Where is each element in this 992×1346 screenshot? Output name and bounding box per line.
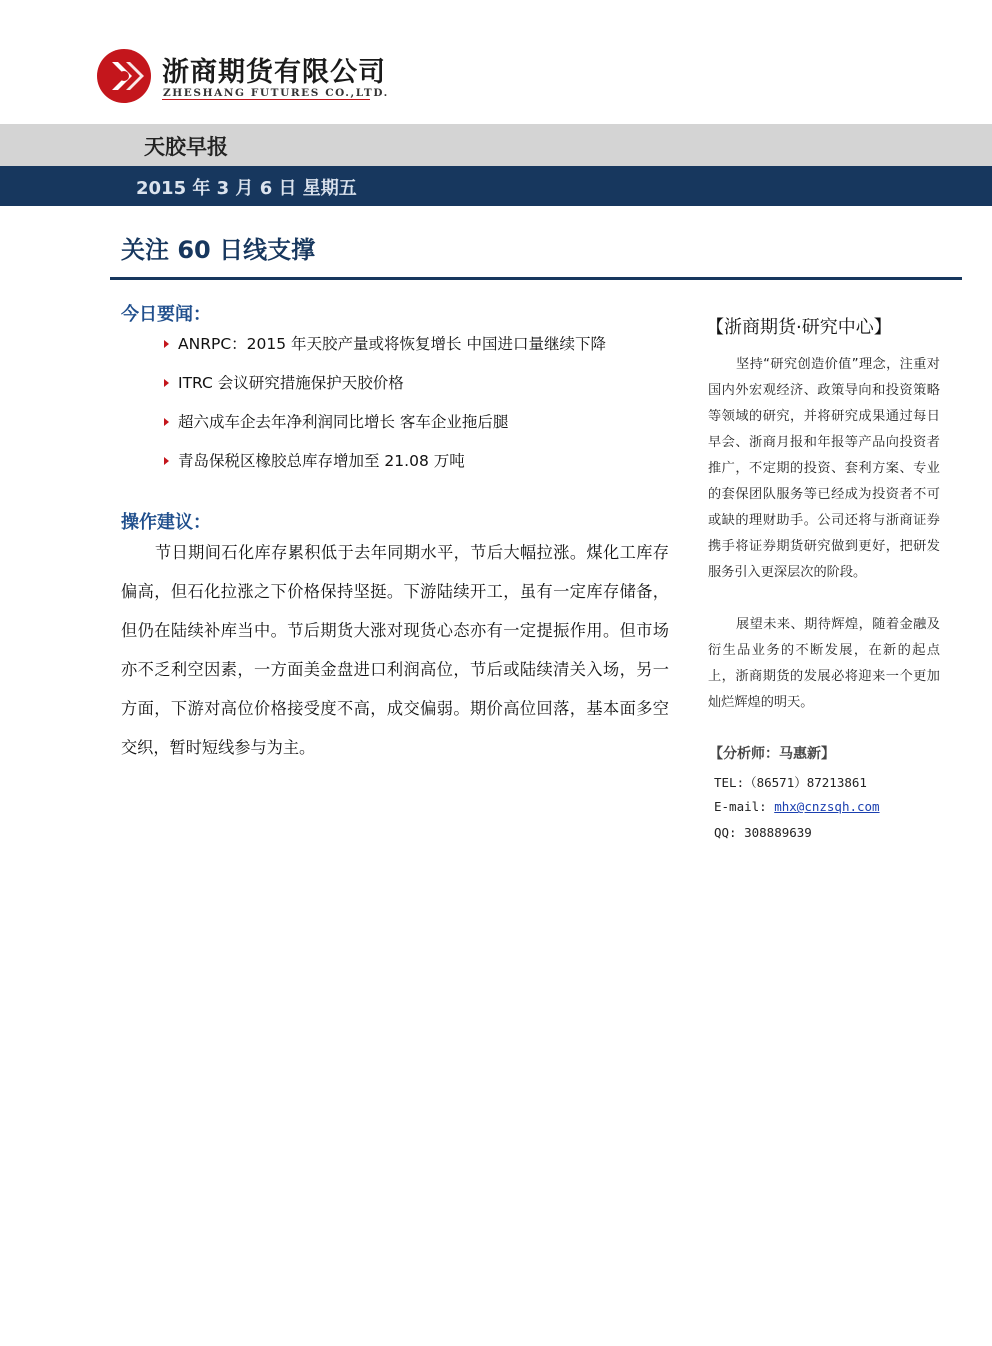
news-item <box>160 333 680 372</box>
analyst-name: 【分析师：马惠新】 <box>709 746 835 762</box>
news-item <box>160 411 680 450</box>
headline-divider <box>110 277 962 280</box>
research-center-intro: 坚持“研究创造价值”理念，注重对国内外宏观经济、政策导向和投资策略等领域的研究，并将研究成果通过每日早会、浙商月报和年报等产品向投资者推广，不定期的投资、套利方案、专业的套保团队服务等已经成为投资者不可或缺的理财助手。公司还将与浙商证券携手将证券期货研究做到更好，把研发服务引入更深层次的阶段。 <box>708 357 940 580</box>
bullet-arrow-icon <box>164 418 169 426</box>
email-label: E-mail: <box>714 799 767 814</box>
analyst-qq: QQ: 308889639 <box>714 825 812 840</box>
bullet-arrow-icon <box>164 340 169 348</box>
company-name-en: ZHESHANG FUTURES CO.,LTD. <box>163 87 389 99</box>
analyst-tel: TEL:（86571）87213861 <box>714 775 867 790</box>
news-item-text: ITRC 会议研究措施保护天胶价格 <box>178 374 404 392</box>
news-item-text: ANRPC：2015 年天胶产量或将恢复增长 中国进口量继续下降 <box>178 335 606 353</box>
news-item <box>160 372 680 411</box>
report-title-band <box>0 124 992 166</box>
company-name-cn: 浙商期货有限公司 <box>162 57 386 88</box>
logo-divider <box>162 99 370 100</box>
news-item-text: 青岛保税区橡胶总库存增加至 21.08 万吨 <box>178 452 465 470</box>
news-item-text: 超六成车企去年净利润同比增长 客车企业拖后腿 <box>178 413 509 431</box>
news-section-title: 今日要闻： <box>121 304 211 325</box>
date-band <box>0 166 992 206</box>
news-item <box>160 450 680 489</box>
analyst-email-link[interactable]: mhx@cnzsqh.com <box>774 799 880 814</box>
report-title: 天胶早报 <box>144 135 228 159</box>
analyst-email-row <box>714 799 880 814</box>
bullet-arrow-icon <box>164 379 169 387</box>
news-list <box>160 333 680 489</box>
advice-section-title: 操作建议： <box>121 512 211 533</box>
bullet-arrow-icon <box>164 457 169 465</box>
company-logo-icon <box>96 48 152 104</box>
headline: 关注 60 日线支撑 <box>121 236 316 264</box>
research-center-outlook: 展望未来、期待辉煌，随着金融及衍生品业务的不断发展，在新的起点上，浙商期货的发展必将迎来一个更加灿烂辉煌的明天。 <box>708 617 940 710</box>
research-center-title: 【浙商期货·研究中心】 <box>706 317 892 338</box>
report-date: 2015 年 3 月 6 日 星期五 <box>136 178 357 199</box>
advice-paragraph: 节日期间石化库存累积低于去年同期水平，节后大幅拉涨。煤化工库存偏高，但石化拉涨之下价格保持坚挺。下游陆续开工，虽有一定库存储备，但仍在陆续补库当中。节后期货大涨对现货心态亦有一定提振作用。但市场亦不乏利空因素，一方面美金盘进口利润高位，节后或陆续清关入场，另一方面，下游对高位价格接受度不高，成交偏弱。期价高位回落，基本面多空交织，暂时短线参与为主。 <box>121 543 669 757</box>
